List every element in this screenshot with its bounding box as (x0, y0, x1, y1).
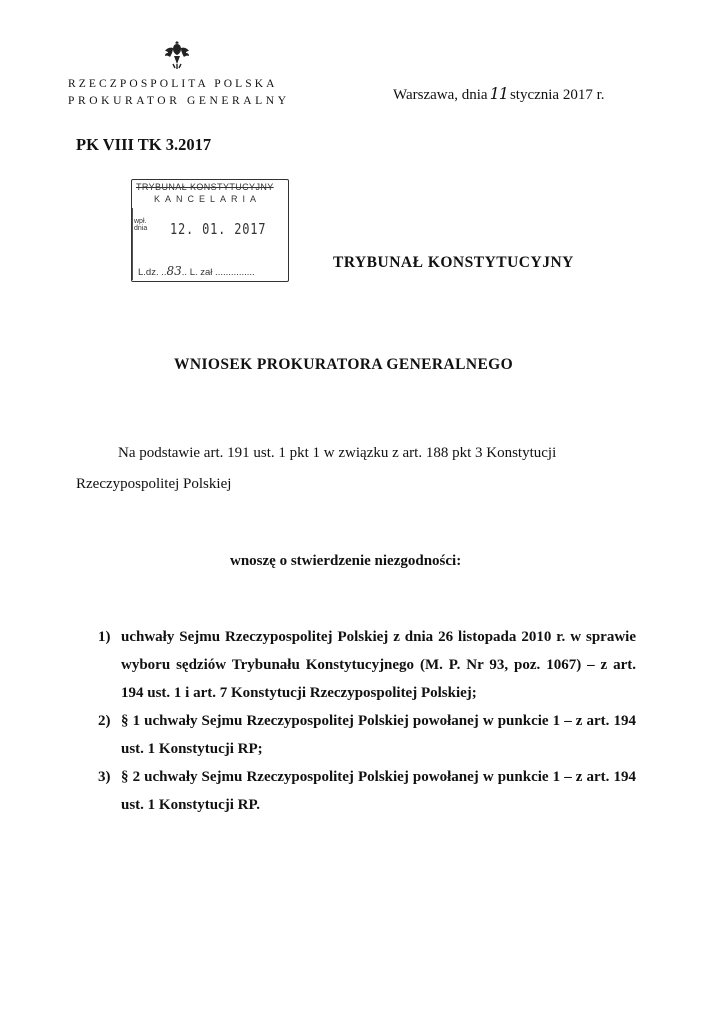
list-item (98, 707, 636, 763)
stamp-label-dnia: dnia (134, 225, 148, 232)
institution-line-2: PROKURATOR GENERALNY (68, 95, 290, 107)
case-reference: PK VIII TK 3.2017 (76, 135, 212, 154)
stamp-office-name: KANCELARIA (154, 194, 262, 204)
list-item-number: 3) (98, 769, 111, 785)
place-suffix: stycznia 2017 r. (509, 87, 605, 103)
document-title: WNIOSEK PROKURATORA GENERALNEGO (174, 356, 514, 373)
stamp-registry (138, 264, 255, 278)
list-item (98, 623, 636, 707)
list-item-text: § 2 uchwały Sejmu Rzeczypospolitej Polskiej powołanej w punkcie 1 – z art. 194 ust. 1 Konstytucji RP. (121, 769, 636, 813)
list-item (98, 763, 636, 819)
receipt-stamp (131, 179, 289, 282)
claims-list (98, 623, 636, 819)
list-item-text: § 1 uchwały Sejmu Rzeczypospolitej Polskiej powołanej w punkcie 1 – z art. 194 ust. 1 Konstytucji RP; (121, 713, 636, 757)
intro-paragraph (76, 438, 636, 500)
list-item-text: uchwały Sejmu Rzeczypospolitej Polskiej z dnia 26 listopada 2010 r. w sprawie wyboru sędziów Trybunału Konstytucyjnego (M. P. Nr 93, poz. 1067) – z art. 194 ust. 1 i art. 7 Konstytucji Rzeczypospolitej Polskiej; (121, 629, 636, 701)
list-item-number: 1) (98, 629, 111, 645)
place-date (393, 84, 605, 104)
institution-line-1: RZECZPOSPOLITA POLSKA (68, 78, 278, 90)
handwritten-day: 11 (489, 84, 508, 103)
addressee: TRYBUNAŁ KONSTYTUCYJNY (333, 254, 574, 271)
request-heading: wnoszę o stwierdzenie niezgodności: (230, 553, 462, 569)
polish-eagle-emblem-icon (164, 38, 190, 72)
stamp-date: 12. 01. 2017 (170, 220, 267, 238)
list-item-number: 2) (98, 713, 111, 729)
stamp-divider (132, 208, 133, 280)
stamp-ldz-suffix: .. L. zał ............... (181, 267, 255, 278)
stamp-ldz-value: 83 (166, 264, 182, 278)
place-prefix: Warszawa, dnia (393, 87, 488, 103)
stamp-court-name: TRYBUNAŁ KONSTYTUCYJNY (136, 182, 274, 192)
institution-name (68, 76, 290, 110)
intro-text: Na podstawie art. 191 ust. 1 pkt 1 w związku z art. 188 pkt 3 Konstytucji Rzeczypospolitej Polskiej (76, 445, 557, 492)
stamp-labels (134, 218, 147, 232)
stamp-label-wpl: wpł. (134, 218, 147, 225)
stamp-ldz-label: L.dz. .. (138, 267, 167, 278)
